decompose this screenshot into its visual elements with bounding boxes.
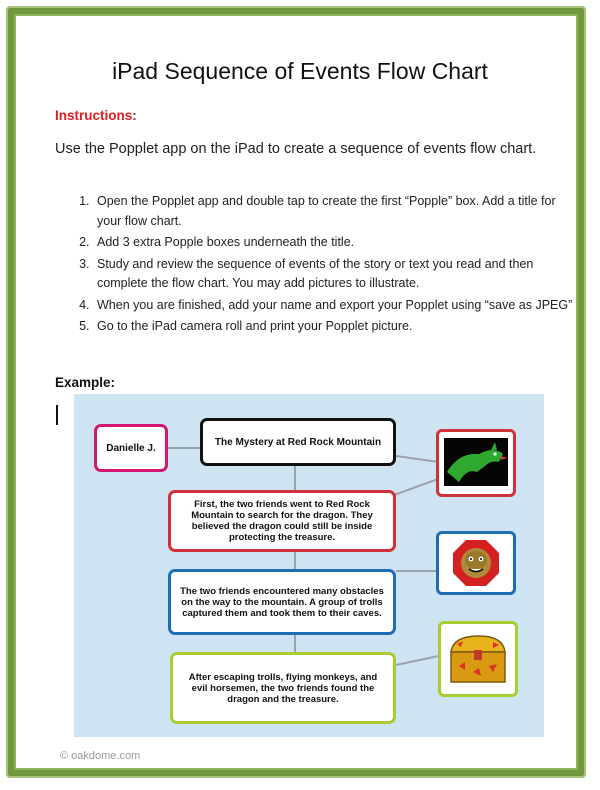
treasure-chest-icon [441, 624, 515, 694]
steps-list [55, 192, 583, 339]
text-cursor[interactable] [56, 405, 58, 425]
dragon-image [436, 429, 516, 497]
name-popple: Danielle J. [94, 424, 168, 472]
copyright-footer: © oakdome.com [60, 750, 141, 762]
title-popple: The Mystery at Red Rock Mountain [200, 418, 396, 466]
connector-line [389, 454, 441, 463]
connector-line [394, 477, 442, 496]
dragon-icon [439, 432, 513, 494]
connector-line [168, 447, 200, 449]
example-flowchart [74, 394, 544, 737]
treasure-chest-image [438, 621, 518, 697]
step-item: 1. Open the Popplet app and double tap to create the first “Popple” box. Add a title for your flow chart. [93, 192, 583, 231]
step-item: 2. Add 3 extra Popple boxes underneath the title. [93, 233, 583, 253]
event-2-popple: The two friends encountered many obstacles on the way to the mountain. A group of trolls captured them and took them to their caves. [168, 569, 396, 635]
instructions-heading: Instructions: [55, 108, 137, 123]
troll-image [436, 531, 516, 595]
step-item: 5. Go to the iPad camera roll and print your Popplet picture. [93, 317, 583, 337]
troll-stop-sign-icon [439, 534, 513, 592]
event-3-popple: After escaping trolls, flying monkeys, and evil horsemen, the two friends found the dragon and the treasure. [170, 652, 396, 724]
example-heading: Example: [55, 375, 116, 390]
page-title: iPad Sequence of Events Flow Chart [112, 58, 488, 84]
connector-line [396, 655, 439, 666]
step-item: 4. When you are finished, add your name and export your Popplet using “save as JPEG” [93, 296, 583, 316]
event-1-popple: First, the two friends went to Red Rock Mountain to search for the dragon. They believed the dragon could still be inside protecting the treasure. [168, 490, 396, 552]
step-item: 3. Study and review the sequence of events of the story or text you read and then complete the flow chart. You may add pictures to illustrate. [93, 255, 583, 294]
connector-line [396, 570, 438, 572]
intro-paragraph: Use the Popplet app on the iPad to create a sequence of events flow chart. [55, 141, 537, 157]
